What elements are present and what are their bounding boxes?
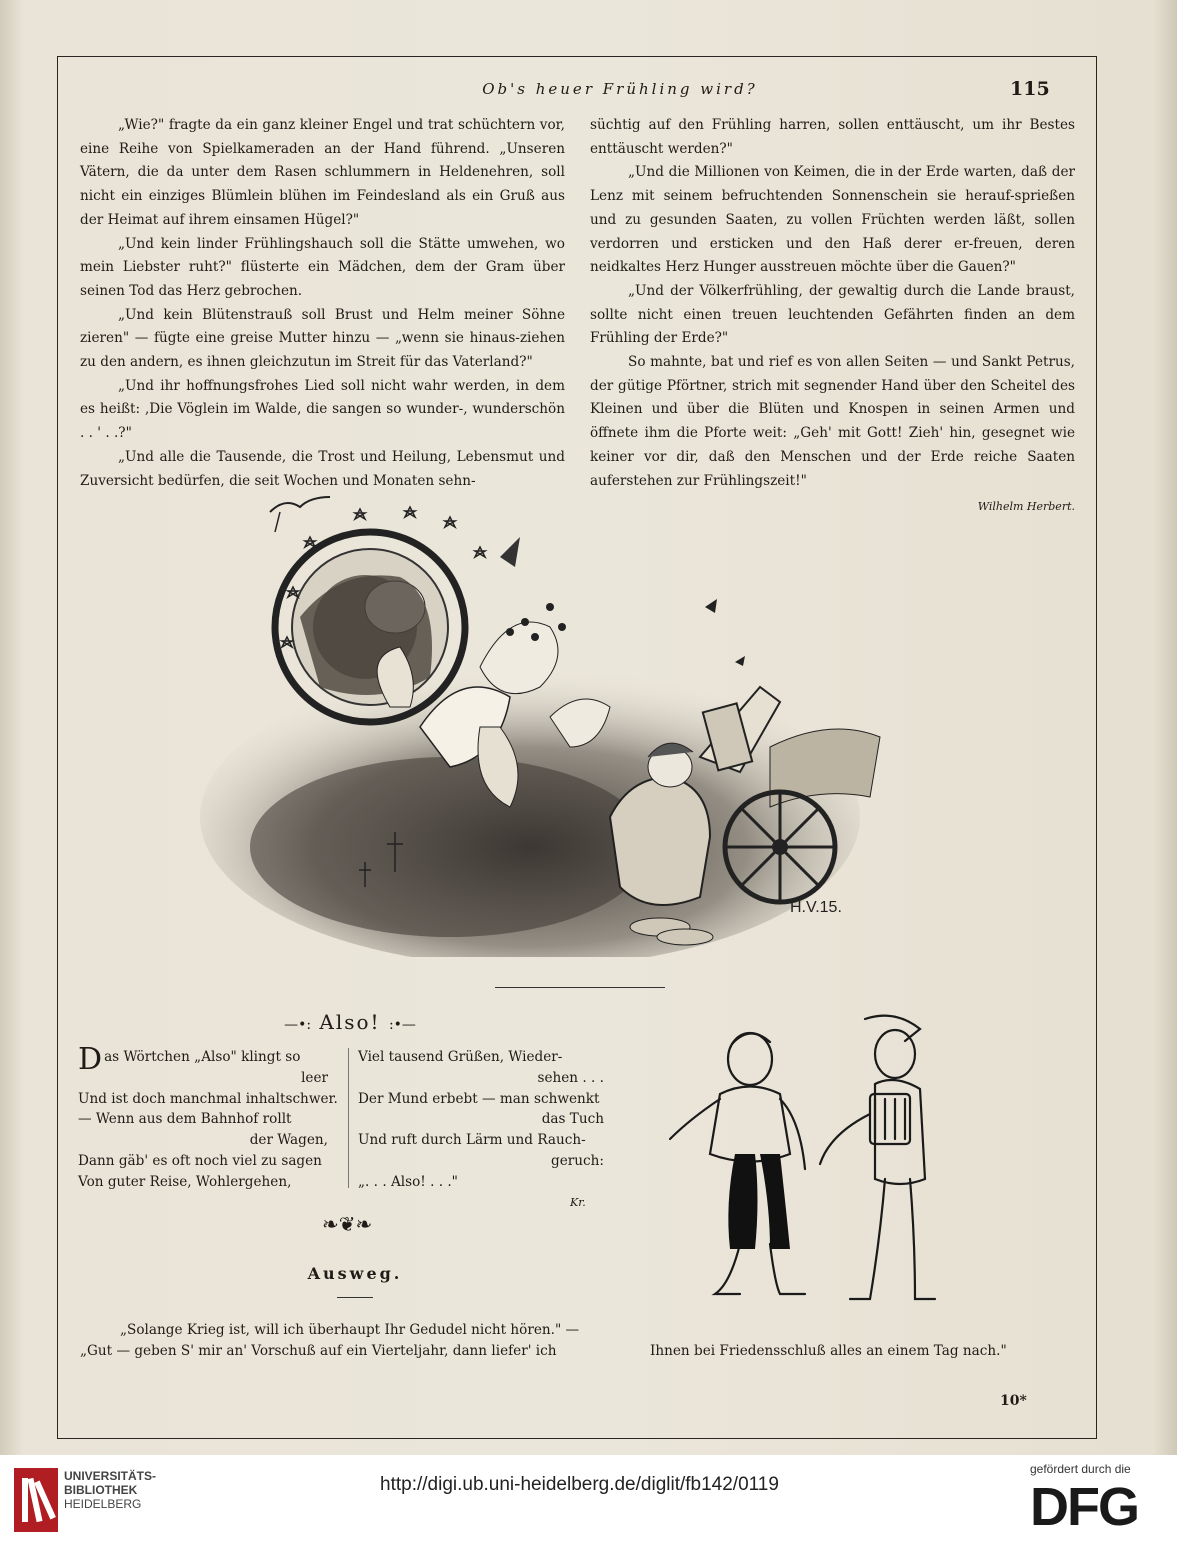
paragraph: „Und kein linder Frühlingshauch soll die Stätte umwehen, wo mein Liebster ruht?" flüsterte ein Mädchen, dem der Gram über seinen Tod das Herz gebrochen. bbox=[80, 235, 565, 299]
poem-line: Von guter Reise, Wohlergehen, bbox=[78, 1173, 292, 1190]
title-rule bbox=[337, 1297, 373, 1298]
accordion-cartoon bbox=[640, 1004, 1000, 1334]
paragraph: „Und kein Blütenstrauß soll Brust und Helm meiner Söhne zieren" — fügte eine greise Mutter hinzu — „wenn sie hinaus-ziehen zu den andern, es ihnen gleichzutun im Streit für das Vaterland?" bbox=[80, 306, 565, 371]
ornament-vignette: ❧❦❧ bbox=[322, 1212, 373, 1236]
paragraph: „Und alle die Tausende, die Trost und Heilung, Lebensmut und Zuversicht bedürfen, die seit Wochen und Monaten sehn- bbox=[80, 448, 565, 489]
poem-column-divider bbox=[348, 1048, 349, 1188]
drop-cap: D bbox=[78, 1042, 103, 1077]
sheet-signature-mark: 10* bbox=[1000, 1393, 1027, 1409]
poem-line: Das Wörtchen „Also" klingt so bbox=[78, 1042, 301, 1077]
poem-line: „. . . Also! . . ." bbox=[358, 1173, 458, 1190]
viewer-footer bbox=[0, 1455, 1177, 1547]
poem-line: geruch: bbox=[551, 1152, 604, 1169]
poem-stanza-right bbox=[358, 1047, 616, 1193]
poem-stanza-left bbox=[78, 1042, 340, 1193]
anecdote-title: Ausweg. bbox=[307, 1264, 403, 1283]
poem-title: —•: Also! :•— bbox=[284, 1010, 416, 1034]
section-divider bbox=[495, 987, 665, 988]
paragraph: „Und ihr hoffnungsfrohes Lied soll nicht wahr werden, in dem es heißt: ‚Die Vöglein im Walde, die sangen so wunder-, wunderschön . . ' . .?" bbox=[80, 377, 565, 442]
library-logo-icon[interactable] bbox=[14, 1468, 58, 1532]
funded-by-label: gefördert durch die bbox=[1030, 1462, 1131, 1476]
permalink[interactable]: http://digi.ub.uni-heidelberg.de/diglit/fb142/0119 bbox=[380, 1474, 779, 1495]
poem-line: das Tuch bbox=[541, 1111, 604, 1128]
paragraph-continuation: süchtig auf den Frühling harren, sollen enttäuscht, um ihr Bestes enttäuscht werden?" bbox=[590, 117, 1075, 157]
poem-line: Der Mund erbebt — man schwenkt bbox=[358, 1090, 600, 1107]
poem-line: sehen . . . bbox=[537, 1069, 604, 1086]
running-head: Ob's heuer Frühling wird? bbox=[482, 80, 758, 98]
illustration-signature: H.V.15. bbox=[790, 899, 842, 916]
dfg-logo[interactable]: DFG bbox=[1030, 1477, 1138, 1537]
page-number: 115 bbox=[1010, 78, 1050, 100]
poem-line: Viel tausend Grüßen, Wieder- bbox=[358, 1049, 563, 1065]
anecdote-line: „Gut — geben S' mir an' Vorschuß auf ein Vierteljahr, dann liefer' ich bbox=[80, 1343, 557, 1359]
title-ornament-left: —•: bbox=[284, 1017, 312, 1033]
left-text-column bbox=[80, 114, 565, 493]
story-author: Wilhelm Herbert. bbox=[977, 500, 1075, 514]
poem-line: leer bbox=[301, 1069, 328, 1086]
poem-line: — Wenn aus dem Bahnhof rollt bbox=[78, 1111, 292, 1128]
poem-line: Und ruft durch Lärm und Rauch- bbox=[358, 1132, 586, 1149]
title-ornament-right: :•— bbox=[388, 1017, 416, 1033]
paragraph: „Und die Millionen von Keimen, die in der Erde warten, daß der Lenz mit seinem befruchtenden Sonnenschein sie herauf-sprießen und zu gesunden Saaten, zu vollen Früchten werden läßt, sollen verdorren und ersticken und den Haß derer er-freuen, deren neidkaltes Herz Hunger ausstreuen möchte über die Gauen?" bbox=[590, 164, 1075, 276]
paragraph: So mahnte, bat und rief es von allen Seiten — und Sankt Petrus, der gütige Pförtner, strich mit segnender Hand über den Scheitel des Kleinen und über die Blüten und Knospen in seinen Armen und öffnete ihm die Pforte weit: „Geh' mit Gott! Zieh' hin, gesegnet wie keiner vor dir, daß den Menschen und der Erde reiche Saaten auferstehen zur Frühlingszeit!" bbox=[590, 354, 1075, 489]
paragraph: „Wie?" fragte da ein ganz kleiner Engel und trat schüchtern vor, eine Reihe von Spielkameraden an der Hand führend. „Unseren Vätern, die da unter dem Rasen schlummern in Heldenehren, soll nicht ein einziges Blümlein blühen im Feindesland als ein Gruß aus der Heimat auf ihrem einsamen Hügel?" bbox=[80, 117, 565, 228]
paragraph: „Und der Völkerfrühling, der gewaltig durch die Lande braust, sollte nicht einen treuen leuchtenden Gefährten finden an dem Frühling der Erde?" bbox=[590, 282, 1075, 347]
anecdote-line: Ihnen bei Friedensschluß alles an einem Tag nach." bbox=[650, 1343, 1007, 1359]
spring-illustration bbox=[190, 487, 890, 957]
anecdote-line: „Solange Krieg ist, will ich überhaupt Ihr Gedudel nicht hören." — bbox=[120, 1322, 580, 1338]
poem-line: Dann gäb' es oft noch viel zu sagen bbox=[78, 1152, 322, 1169]
library-name[interactable]: UNIVERSITÄTS- BIBLIOTHEK HEIDELBERG bbox=[64, 1469, 157, 1511]
poem-line: der Wagen, bbox=[249, 1132, 328, 1149]
right-text-column bbox=[590, 114, 1075, 519]
poem-author: Kr. bbox=[570, 1196, 586, 1209]
poem-line: Und ist doch manchmal inhaltschwer. bbox=[78, 1090, 338, 1107]
